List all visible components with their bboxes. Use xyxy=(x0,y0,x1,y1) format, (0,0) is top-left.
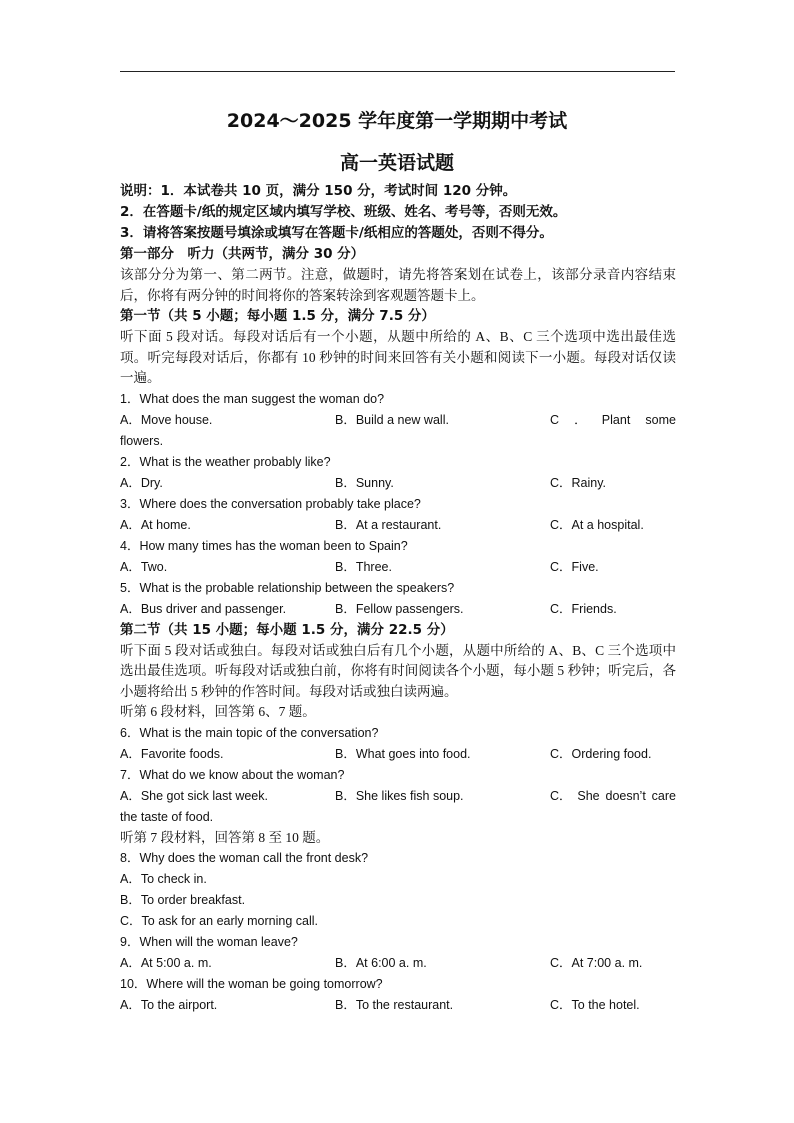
question-7: 7．What do we know about the woman? xyxy=(120,767,345,782)
exam-title: 2024～2025 学年度第一学期期中考试 xyxy=(226,110,568,132)
option-a: A．Two. xyxy=(120,559,168,574)
option-c: C．At a hospital. xyxy=(550,517,644,532)
option-b: B．Sunny. xyxy=(335,475,394,490)
material-6-note: 听第 6 段材料，回答第 6、7 题。 xyxy=(120,704,316,719)
option-c: C．Ordering food. xyxy=(550,746,652,761)
exam-subtitle: 高一英语试题 xyxy=(339,152,454,174)
option-b: B．Three. xyxy=(335,559,392,574)
option-a: A．Move house. xyxy=(120,412,213,427)
option-a: A．She got sick last week. xyxy=(120,788,268,803)
question-7-options xyxy=(120,786,676,807)
option-a: A．To the airport. xyxy=(120,998,218,1012)
option-c-part: ． xyxy=(574,412,587,427)
option-c-part: She xyxy=(577,788,600,803)
section2-intro: 听下面 5 段对话或独白。每段对话或独白后有几个小题，从题中所给的 A、B、C 三个选项中选出最佳选项。听每段对话或独白前，你将有时间阅读各个小题，每小题 5 秒钟；听完后，各小题将给出 5 秒钟的作答时间。每段对话或独白读两遍。 xyxy=(120,642,676,699)
option-c: C．At 7:00 a. m. xyxy=(550,956,643,970)
option-c: C．To the hotel. xyxy=(550,998,640,1012)
option-b: B．At 6:00 a. m. xyxy=(335,956,427,970)
option-c-continuation: the taste of food. xyxy=(120,809,214,824)
option-b: B．She likes fish soup. xyxy=(335,788,464,803)
option-c-continuation: flowers. xyxy=(120,433,164,448)
option-c-part: Plant xyxy=(601,412,631,427)
option-b: B．To order breakfast. xyxy=(120,893,246,907)
question-4-options xyxy=(120,557,676,578)
option-c: C．Rainy. xyxy=(550,475,607,490)
option-c xyxy=(550,410,676,431)
option-a: A．Favorite foods. xyxy=(120,746,224,761)
option-a: A．To check in. xyxy=(120,872,207,886)
question-3-options xyxy=(120,515,676,536)
question-9: 9．When will the woman leave? xyxy=(120,935,298,949)
question-10: 10．Where will the woman be going tomorrow? xyxy=(120,977,383,991)
option-c: C．Five. xyxy=(550,559,599,574)
option-b: B．To the restaurant. xyxy=(335,998,454,1012)
option-c xyxy=(550,786,676,807)
question-10-options xyxy=(120,995,676,1016)
option-c-part: doesn’t xyxy=(605,788,646,803)
part1-intro: 该部分分为第一、第二两节。注意，做题时，请先将答案划在试卷上，该部分录音内容结束后，你将有两分钟的时间将你的答案转涂到客观题答题卡上。 xyxy=(120,267,676,303)
option-a: A．Dry. xyxy=(120,475,163,490)
option-b: B．Build a new wall. xyxy=(335,412,449,427)
section2-heading: 第二节（共 15 小题；每小题 1.5 分，满分 22.5 分） xyxy=(120,621,454,638)
option-c-part: care xyxy=(651,788,676,803)
question-5: 5．What is the probable relationship between the speakers? xyxy=(120,580,455,595)
section1-intro: 听下面 5 段对话。每段对话后有一个小题，从题中所给的 A、B、C 三个选项中选出最佳选项。听完每段对话后，你都有 10 秒钟的时间来回答有关小题和阅读下一小题。每段对话仅读一遍。 xyxy=(120,329,676,385)
option-b: B．Fellow passengers. xyxy=(335,601,464,616)
question-6-options xyxy=(120,744,676,765)
question-4: 4．How many times has the woman been to Spain? xyxy=(120,538,408,553)
question-5-options xyxy=(120,599,676,620)
option-a: A．At 5:00 a. m. xyxy=(120,956,212,970)
question-2: 2．What is the weather probably like? xyxy=(120,454,331,469)
question-1: 1．What does the man suggest the woman do? xyxy=(120,391,385,406)
question-2-options xyxy=(120,473,676,494)
question-3: 3．Where does the conversation probably take place? xyxy=(120,496,421,511)
question-8: 8．Why does the woman call the front desk? xyxy=(120,851,369,865)
option-c: C．To ask for an early morning call. xyxy=(120,914,318,928)
option-a: A．At home. xyxy=(120,517,191,532)
option-c-part: C xyxy=(550,412,560,427)
note-3: 3．请将答案按题号填涂或填写在答题卡/纸相应的答题处，否则不得分。 xyxy=(120,225,553,241)
option-b: B．At a restaurant. xyxy=(335,517,442,532)
option-a: A．Bus driver and passenger. xyxy=(120,601,287,616)
option-b: B．What goes into food. xyxy=(335,746,471,761)
option-c: C．Friends. xyxy=(550,601,617,616)
question-9-options xyxy=(120,953,676,974)
material-7-note: 听第 7 段材料，回答第 8 至 10 题。 xyxy=(120,829,330,845)
part1-heading: 第一部分 听力（共两节，满分 30 分） xyxy=(120,246,365,262)
section1-heading: 第一节（共 5 小题；每小题 1.5 分，满分 7.5 分） xyxy=(120,308,435,324)
option-c-part: C． xyxy=(550,788,572,803)
note-1: 说明：1．本试卷共 10 页，满分 150 分，考试时间 120 分钟。 xyxy=(120,183,517,199)
header-rule xyxy=(120,71,675,72)
question-1-options xyxy=(120,410,676,431)
question-6: 6．What is the main topic of the conversation? xyxy=(120,725,379,740)
note-2: 2．在答题卡/纸的规定区域内填写学校、班级、姓名、考号等，否则无效。 xyxy=(120,204,567,220)
option-c-part: some xyxy=(645,412,676,427)
exam-content xyxy=(120,181,676,1016)
